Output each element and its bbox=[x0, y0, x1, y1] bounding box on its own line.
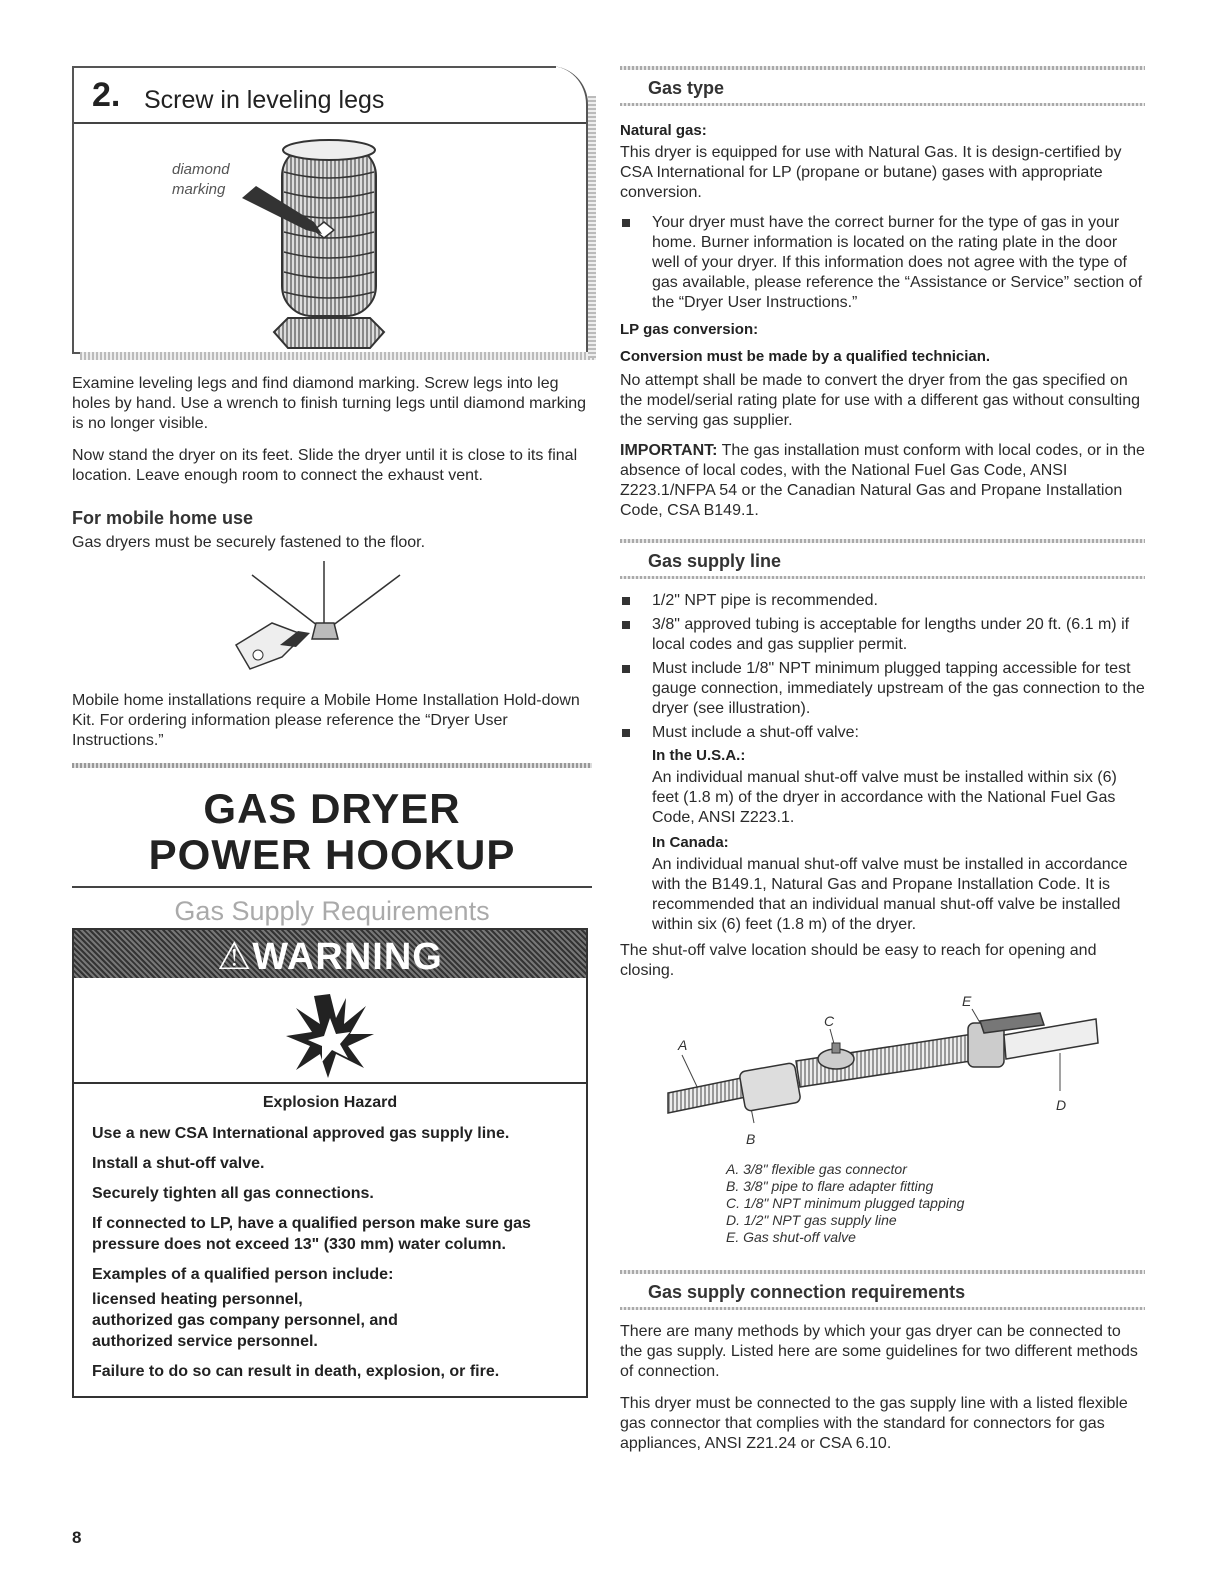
gas-type-heading: Gas type bbox=[648, 78, 725, 98]
leveling-paragraph-2: Now stand the dryer on its feet. Slide the dryer until it is close to its final location. Leave enough room to connect the exhaust vent. bbox=[72, 447, 578, 484]
connection-paragraph-1: There are many methods by which your gas dryer can be connected to the gas supply. Listed here are some guidelines for two different methods of connection. bbox=[620, 1323, 1138, 1380]
diagram-label-d: D bbox=[1056, 1097, 1067, 1113]
connection-heading: Gas supply connection requirements bbox=[648, 1282, 966, 1302]
mobile-home-heading: For mobile home use bbox=[72, 508, 254, 528]
gas-type-header bbox=[620, 66, 1145, 106]
diagram-label-c: C bbox=[824, 1013, 835, 1029]
hazard-title: Explosion Hazard bbox=[262, 1094, 398, 1111]
diagram-label-b: B bbox=[746, 1131, 756, 1147]
caption-b: B. 3/8" pipe to flare adapter fitting bbox=[726, 1178, 934, 1194]
left-column bbox=[72, 66, 592, 1380]
warning-icon-area bbox=[74, 978, 586, 1084]
important-note bbox=[620, 441, 1145, 521]
warning-line-5: Examples of a qualified person include: bbox=[92, 1266, 394, 1283]
warning-banner bbox=[74, 930, 586, 978]
supply-bullet-4: Must include a shut-off valve: bbox=[620, 723, 1145, 743]
warning-box bbox=[72, 928, 588, 1398]
warning-line-4: If connected to LP, have a qualified person make sure gas pressure does not exceed 13" (330 mm) water column. bbox=[92, 1215, 531, 1253]
natural-gas-text: This dryer is equipped for use with Natural Gas. It is design-certified by CSA International for LP (propane or butane) gases with appropriate conversion. bbox=[620, 144, 1122, 201]
page-number: 8 bbox=[72, 1528, 82, 1547]
warning-banner-text: ⚠WARNING bbox=[217, 936, 443, 978]
supply-line-heading: Gas supply line bbox=[648, 551, 782, 571]
diagram-label-a: A bbox=[678, 1037, 688, 1053]
fastener-icon bbox=[72, 561, 592, 681]
caption-a: A. 3/8" flexible gas connector bbox=[726, 1161, 907, 1177]
mobile-home-paragraph-1: Gas dryers must be securely fastened to the floor. bbox=[72, 534, 426, 551]
diagram-captions bbox=[620, 1161, 1145, 1246]
lp-conversion-bold: Conversion must be made by a qualified technician. bbox=[620, 348, 991, 365]
gas-connection-diagram bbox=[620, 993, 1145, 1159]
burner-bullet: Your dryer must have the correct burner for the type of gas in your home. Burner information is located on the rating plate in the door well of your dryer. If this information does not agree with the type of gas available, please reference the “Assistance or Service” section of the “Dryer User Instructions.” bbox=[620, 213, 1145, 313]
supply-line-list bbox=[620, 591, 1145, 743]
step-header bbox=[74, 66, 586, 124]
right-column bbox=[620, 66, 1145, 1454]
caption-c: C. 1/8" NPT minimum plugged tapping bbox=[726, 1195, 965, 1211]
step-title: Screw in leveling legs bbox=[144, 86, 385, 114]
connection-paragraph-2: This dryer must be connected to the gas supply line with a listed flexible gas connector that complies with the standard for connectors for gas appliances, ANSI Z21.24 or CSA 6.10. bbox=[620, 1395, 1128, 1452]
connection-header bbox=[620, 1270, 1145, 1310]
floor-fastener-illustration bbox=[72, 561, 592, 681]
leveling-paragraph-1: Examine leveling legs and find diamond marking. Screw legs into leg holes by hand. Use a wrench to finish turning legs until diamond marking is no longer visible. bbox=[72, 375, 587, 432]
section-subtitle: Gas Supply Requirements bbox=[174, 896, 490, 926]
leveling-leg-illustration bbox=[74, 126, 586, 354]
important-label: IMPORTANT: bbox=[620, 442, 718, 459]
explosion-icon bbox=[74, 978, 586, 1082]
canada-text: An individual manual shut-off valve must be installed in accordance with the B149.1, Natural Gas and Propane Installation Code. It is recommended that an individual manual shut-off valve be installed within six (6) feet (1.8 m) of the dryer. bbox=[652, 856, 1128, 933]
caption-d: D. 1/2" NPT gas supply line bbox=[726, 1212, 897, 1228]
lp-conversion-text: No attempt shall be made to convert the dryer from the gas specified on the model/serial rating plate for use with a different gas without consulting the serving gas supplier. bbox=[620, 372, 1140, 429]
supply-line-header bbox=[620, 539, 1145, 579]
supply-bullet-2: 3/8" approved tubing is acceptable for lengths under 20 ft. (6.1 m) if local codes and gas supplier permit. bbox=[620, 615, 1145, 655]
diamond-marking-callout: diamond marking bbox=[172, 161, 230, 198]
step-number: 2. bbox=[92, 76, 121, 114]
diagram-label-e: E bbox=[962, 993, 972, 1009]
natural-gas-label: Natural gas: bbox=[620, 122, 707, 139]
warning-line-2: Install a shut-off valve. bbox=[92, 1155, 265, 1172]
canada-label: In Canada: bbox=[652, 834, 729, 851]
usa-label: In the U.S.A.: bbox=[652, 747, 746, 764]
caption-e: E. Gas shut-off valve bbox=[726, 1229, 856, 1245]
warning-line-3: Securely tighten all gas connections. bbox=[92, 1185, 374, 1202]
pipe-assembly-icon bbox=[620, 993, 1145, 1159]
supply-bullet-1: 1/2" NPT pipe is recommended. bbox=[620, 591, 1145, 611]
section-title: GAS DRYER POWER HOOKUP bbox=[148, 785, 516, 878]
important-text: The gas installation must conform with local codes, or in the absence of local codes, with the National Fuel Gas Code, ANSI Z223.1/NFPA 54 or the Canadian Natural Gas and Propane Installation Code, CSA B149.1. bbox=[620, 442, 1145, 519]
warning-line-6: licensed heating personnel, authorized gas company personnel, and authorized service personnel. bbox=[92, 1291, 398, 1350]
leveling-leg-icon bbox=[74, 126, 586, 354]
warning-text bbox=[74, 1084, 586, 1396]
warning-line-7: Failure to do so can result in death, explosion, or fire. bbox=[92, 1363, 500, 1380]
usa-text: An individual manual shut-off valve must be installed within six (6) feet (1.8 m) of the dryer in accordance with the National Fuel Gas Code, ANSI Z223.1. bbox=[652, 769, 1117, 826]
lp-conversion-label: LP gas conversion: bbox=[620, 321, 759, 338]
step-box bbox=[72, 66, 588, 354]
mobile-home-paragraph-2: Mobile home installations require a Mobile Home Installation Hold-down Kit. For ordering information please reference the “Dryer User Instructions.” bbox=[72, 692, 580, 749]
warning-line-1: Use a new CSA International approved gas supply line. bbox=[92, 1125, 510, 1142]
shutoff-closing: The shut-off valve location should be easy to reach for opening and closing. bbox=[620, 942, 1097, 979]
supply-bullet-3: Must include 1/8" NPT minimum plugged tapping accessible for test gauge connection, immediately upstream of the gas connection to the dryer (see illustration). bbox=[620, 659, 1145, 719]
